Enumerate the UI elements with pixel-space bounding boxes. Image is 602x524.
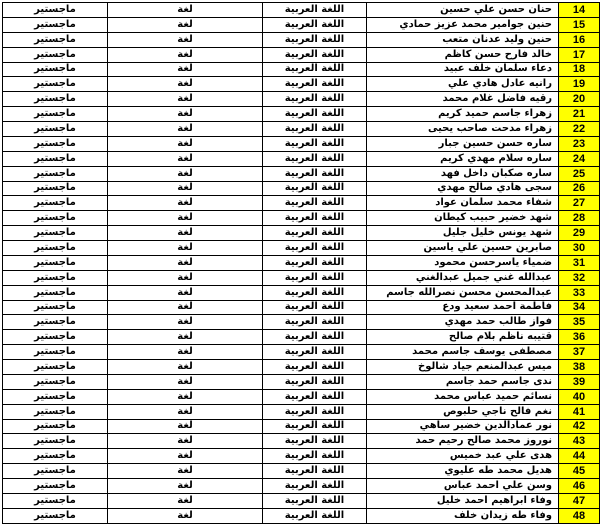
specialization-cell: لغة: [108, 122, 263, 137]
department-cell: اللغة العربية: [263, 479, 367, 494]
department-cell: اللغة العربية: [263, 211, 367, 226]
department-cell: اللغة العربية: [263, 300, 367, 315]
student-name-cell: فاطمة احمد سعيد ودع: [367, 300, 559, 315]
row-number-cell: 19: [559, 77, 600, 92]
department-cell: اللغة العربية: [263, 255, 367, 270]
department-cell: اللغة العربية: [263, 464, 367, 479]
table-row: [3, 181, 600, 196]
degree-cell: ماجستير: [3, 181, 108, 196]
row-number-cell: 27: [559, 196, 600, 211]
row-number-cell: 42: [559, 419, 600, 434]
table-row: [3, 241, 600, 256]
table-row: [3, 315, 600, 330]
department-cell: اللغة العربية: [263, 196, 367, 211]
department-cell: اللغة العربية: [263, 493, 367, 508]
degree-cell: ماجستير: [3, 32, 108, 47]
specialization-cell: لغة: [108, 92, 263, 107]
specialization-cell: لغة: [108, 77, 263, 92]
table-row: [3, 166, 600, 181]
row-number-cell: 45: [559, 464, 600, 479]
degree-cell: ماجستير: [3, 77, 108, 92]
table-row: [3, 47, 600, 62]
table-row: [3, 92, 600, 107]
specialization-cell: لغة: [108, 360, 263, 375]
degree-cell: ماجستير: [3, 196, 108, 211]
department-cell: اللغة العربية: [263, 330, 367, 345]
degree-cell: ماجستير: [3, 300, 108, 315]
specialization-cell: لغة: [108, 17, 263, 32]
degree-cell: ماجستير: [3, 17, 108, 32]
student-name-cell: نسائم حميد عباس محمد: [367, 389, 559, 404]
table-row: [3, 77, 600, 92]
table-row: [3, 136, 600, 151]
row-number-cell: 30: [559, 241, 600, 256]
table-row: [3, 449, 600, 464]
degree-cell: ماجستير: [3, 493, 108, 508]
row-number-cell: 24: [559, 151, 600, 166]
specialization-cell: لغة: [108, 136, 263, 151]
table-row: [3, 330, 600, 345]
row-number-cell: 35: [559, 315, 600, 330]
specialization-cell: لغة: [108, 270, 263, 285]
table-row: [3, 300, 600, 315]
row-number-cell: 14: [559, 3, 600, 18]
degree-cell: ماجستير: [3, 434, 108, 449]
specialization-cell: لغة: [108, 255, 263, 270]
student-name-cell: مصطفى يوسف جاسم محمد: [367, 345, 559, 360]
degree-cell: ماجستير: [3, 330, 108, 345]
student-name-cell: شهد يونس خليل جليل: [367, 226, 559, 241]
student-name-cell: ساره صكبان داخل فهد: [367, 166, 559, 181]
table-row: [3, 32, 600, 47]
degree-cell: ماجستير: [3, 464, 108, 479]
department-cell: اللغة العربية: [263, 226, 367, 241]
degree-cell: ماجستير: [3, 479, 108, 494]
row-number-cell: 41: [559, 404, 600, 419]
department-cell: اللغة العربية: [263, 92, 367, 107]
student-table-body: [3, 3, 600, 524]
department-cell: اللغة العربية: [263, 404, 367, 419]
student-name-cell: رقيه فاضل غلام محمد: [367, 92, 559, 107]
degree-cell: ماجستير: [3, 285, 108, 300]
student-name-cell: عبدالمحسن محسن نصرالله جاسم: [367, 285, 559, 300]
specialization-cell: لغة: [108, 449, 263, 464]
table-row: [3, 508, 600, 523]
specialization-cell: لغة: [108, 315, 263, 330]
row-number-cell: 18: [559, 62, 600, 77]
specialization-cell: لغة: [108, 226, 263, 241]
table-row: [3, 464, 600, 479]
row-number-cell: 23: [559, 136, 600, 151]
row-number-cell: 22: [559, 122, 600, 137]
table-row: [3, 285, 600, 300]
department-cell: اللغة العربية: [263, 47, 367, 62]
degree-cell: ماجستير: [3, 360, 108, 375]
degree-cell: ماجستير: [3, 226, 108, 241]
student-name-cell: شفاء محمد سلمان عواد: [367, 196, 559, 211]
department-cell: اللغة العربية: [263, 107, 367, 122]
table-row: [3, 374, 600, 389]
department-cell: اللغة العربية: [263, 285, 367, 300]
table-row: [3, 226, 600, 241]
student-name-cell: ساره حسن حسين جبار: [367, 136, 559, 151]
table-row: [3, 196, 600, 211]
specialization-cell: لغة: [108, 62, 263, 77]
department-cell: اللغة العربية: [263, 389, 367, 404]
department-cell: اللغة العربية: [263, 136, 367, 151]
student-name-cell: هدى علي عبد خميس: [367, 449, 559, 464]
specialization-cell: لغة: [108, 464, 263, 479]
specialization-cell: لغة: [108, 345, 263, 360]
specialization-cell: لغة: [108, 389, 263, 404]
degree-cell: ماجستير: [3, 255, 108, 270]
row-number-cell: 26: [559, 181, 600, 196]
department-cell: اللغة العربية: [263, 315, 367, 330]
specialization-cell: لغة: [108, 434, 263, 449]
specialization-cell: لغة: [108, 32, 263, 47]
degree-cell: ماجستير: [3, 136, 108, 151]
department-cell: اللغة العربية: [263, 166, 367, 181]
student-name-cell: حنان حسن علي حسين: [367, 3, 559, 18]
student-name-cell: وفاء ابراهيم احمد خليل: [367, 493, 559, 508]
degree-cell: ماجستير: [3, 389, 108, 404]
student-name-cell: رانيه عادل هادي علي: [367, 77, 559, 92]
degree-cell: ماجستير: [3, 449, 108, 464]
row-number-cell: 48: [559, 508, 600, 523]
student-name-cell: ندى جاسم حمد جاسم: [367, 374, 559, 389]
degree-cell: ماجستير: [3, 241, 108, 256]
degree-cell: ماجستير: [3, 404, 108, 419]
specialization-cell: لغة: [108, 196, 263, 211]
row-number-cell: 21: [559, 107, 600, 122]
student-list-sheet: [2, 2, 599, 524]
student-name-cell: قتيبه ناظم بلام صالح: [367, 330, 559, 345]
student-name-cell: وسن علي احمد عباس: [367, 479, 559, 494]
degree-cell: ماجستير: [3, 62, 108, 77]
specialization-cell: لغة: [108, 479, 263, 494]
row-number-cell: 34: [559, 300, 600, 315]
row-number-cell: 20: [559, 92, 600, 107]
specialization-cell: لغة: [108, 493, 263, 508]
degree-cell: ماجستير: [3, 166, 108, 181]
specialization-cell: لغة: [108, 404, 263, 419]
specialization-cell: لغة: [108, 151, 263, 166]
row-number-cell: 36: [559, 330, 600, 345]
student-name-cell: شهد خضير حبيب كيطان: [367, 211, 559, 226]
degree-cell: ماجستير: [3, 211, 108, 226]
degree-cell: ماجستير: [3, 345, 108, 360]
student-name-cell: زهراء مدحت صاحب يحيى: [367, 122, 559, 137]
table-row: [3, 122, 600, 137]
department-cell: اللغة العربية: [263, 374, 367, 389]
department-cell: اللغة العربية: [263, 62, 367, 77]
specialization-cell: لغة: [108, 330, 263, 345]
department-cell: اللغة العربية: [263, 449, 367, 464]
department-cell: اللغة العربية: [263, 419, 367, 434]
row-number-cell: 15: [559, 17, 600, 32]
specialization-cell: لغة: [108, 211, 263, 226]
specialization-cell: لغة: [108, 508, 263, 523]
student-name-cell: خالد فارح حسن كاظم: [367, 47, 559, 62]
degree-cell: ماجستير: [3, 92, 108, 107]
student-name-cell: ميس عبدالمنعم جياد شالوخ: [367, 360, 559, 375]
degree-cell: ماجستير: [3, 107, 108, 122]
degree-cell: ماجستير: [3, 270, 108, 285]
student-name-cell: حنين جوامير محمد عزيز حمادي: [367, 17, 559, 32]
table-row: [3, 389, 600, 404]
degree-cell: ماجستير: [3, 122, 108, 137]
row-number-cell: 32: [559, 270, 600, 285]
specialization-cell: لغة: [108, 285, 263, 300]
table-row: [3, 17, 600, 32]
degree-cell: ماجستير: [3, 3, 108, 18]
table-row: [3, 107, 600, 122]
row-number-cell: 40: [559, 389, 600, 404]
department-cell: اللغة العربية: [263, 508, 367, 523]
department-cell: اللغة العربية: [263, 434, 367, 449]
specialization-cell: لغة: [108, 419, 263, 434]
row-number-cell: 37: [559, 345, 600, 360]
table-row: [3, 151, 600, 166]
student-name-cell: ساره سلام مهدي كريم: [367, 151, 559, 166]
degree-cell: ماجستير: [3, 315, 108, 330]
row-number-cell: 33: [559, 285, 600, 300]
row-number-cell: 25: [559, 166, 600, 181]
row-number-cell: 46: [559, 479, 600, 494]
row-number-cell: 16: [559, 32, 600, 47]
student-name-cell: عبدالله غني جميل عبدالغني: [367, 270, 559, 285]
row-number-cell: 31: [559, 255, 600, 270]
department-cell: اللغة العربية: [263, 32, 367, 47]
specialization-cell: لغة: [108, 181, 263, 196]
table-row: [3, 493, 600, 508]
table-row: [3, 345, 600, 360]
specialization-cell: لغة: [108, 3, 263, 18]
row-number-cell: 17: [559, 47, 600, 62]
student-name-cell: سجى هادي صالح مهدي: [367, 181, 559, 196]
table-row: [3, 255, 600, 270]
specialization-cell: لغة: [108, 241, 263, 256]
department-cell: اللغة العربية: [263, 122, 367, 137]
row-number-cell: 28: [559, 211, 600, 226]
student-name-cell: فواز طالب حمد مهدي: [367, 315, 559, 330]
specialization-cell: لغة: [108, 166, 263, 181]
student-name-cell: نور عمادالدين خضير ساهي: [367, 419, 559, 434]
specialization-cell: لغة: [108, 107, 263, 122]
student-name-cell: هديل محمد طه عليوي: [367, 464, 559, 479]
table-row: [3, 434, 600, 449]
student-name-cell: دعاء سلمان خلف عبيد: [367, 62, 559, 77]
table-row: [3, 360, 600, 375]
student-name-cell: زهراء جاسم حميد كريم: [367, 107, 559, 122]
degree-cell: ماجستير: [3, 508, 108, 523]
row-number-cell: 44: [559, 449, 600, 464]
department-cell: اللغة العربية: [263, 77, 367, 92]
department-cell: اللغة العربية: [263, 241, 367, 256]
table-row: [3, 419, 600, 434]
table-row: [3, 62, 600, 77]
student-table: [2, 2, 600, 524]
row-number-cell: 43: [559, 434, 600, 449]
specialization-cell: لغة: [108, 47, 263, 62]
department-cell: اللغة العربية: [263, 270, 367, 285]
row-number-cell: 38: [559, 360, 600, 375]
row-number-cell: 39: [559, 374, 600, 389]
specialization-cell: لغة: [108, 300, 263, 315]
table-row: [3, 479, 600, 494]
degree-cell: ماجستير: [3, 47, 108, 62]
department-cell: اللغة العربية: [263, 345, 367, 360]
student-name-cell: حنين وليد عدنان متعب: [367, 32, 559, 47]
student-name-cell: نغم فالح ناجي حلبوص: [367, 404, 559, 419]
table-row: [3, 3, 600, 18]
table-row: [3, 270, 600, 285]
department-cell: اللغة العربية: [263, 151, 367, 166]
table-row: [3, 404, 600, 419]
degree-cell: ماجستير: [3, 151, 108, 166]
department-cell: اللغة العربية: [263, 360, 367, 375]
row-number-cell: 29: [559, 226, 600, 241]
student-name-cell: ضمياء ياسرحسن محمود: [367, 255, 559, 270]
department-cell: اللغة العربية: [263, 181, 367, 196]
degree-cell: ماجستير: [3, 419, 108, 434]
table-row: [3, 211, 600, 226]
specialization-cell: لغة: [108, 374, 263, 389]
student-name-cell: وفاء طه زيدان خلف: [367, 508, 559, 523]
row-number-cell: 47: [559, 493, 600, 508]
department-cell: اللغة العربية: [263, 3, 367, 18]
degree-cell: ماجستير: [3, 374, 108, 389]
student-name-cell: نوروز محمد صالح رحيم حمد: [367, 434, 559, 449]
department-cell: اللغة العربية: [263, 17, 367, 32]
student-name-cell: صابرين حسين علي ياسين: [367, 241, 559, 256]
